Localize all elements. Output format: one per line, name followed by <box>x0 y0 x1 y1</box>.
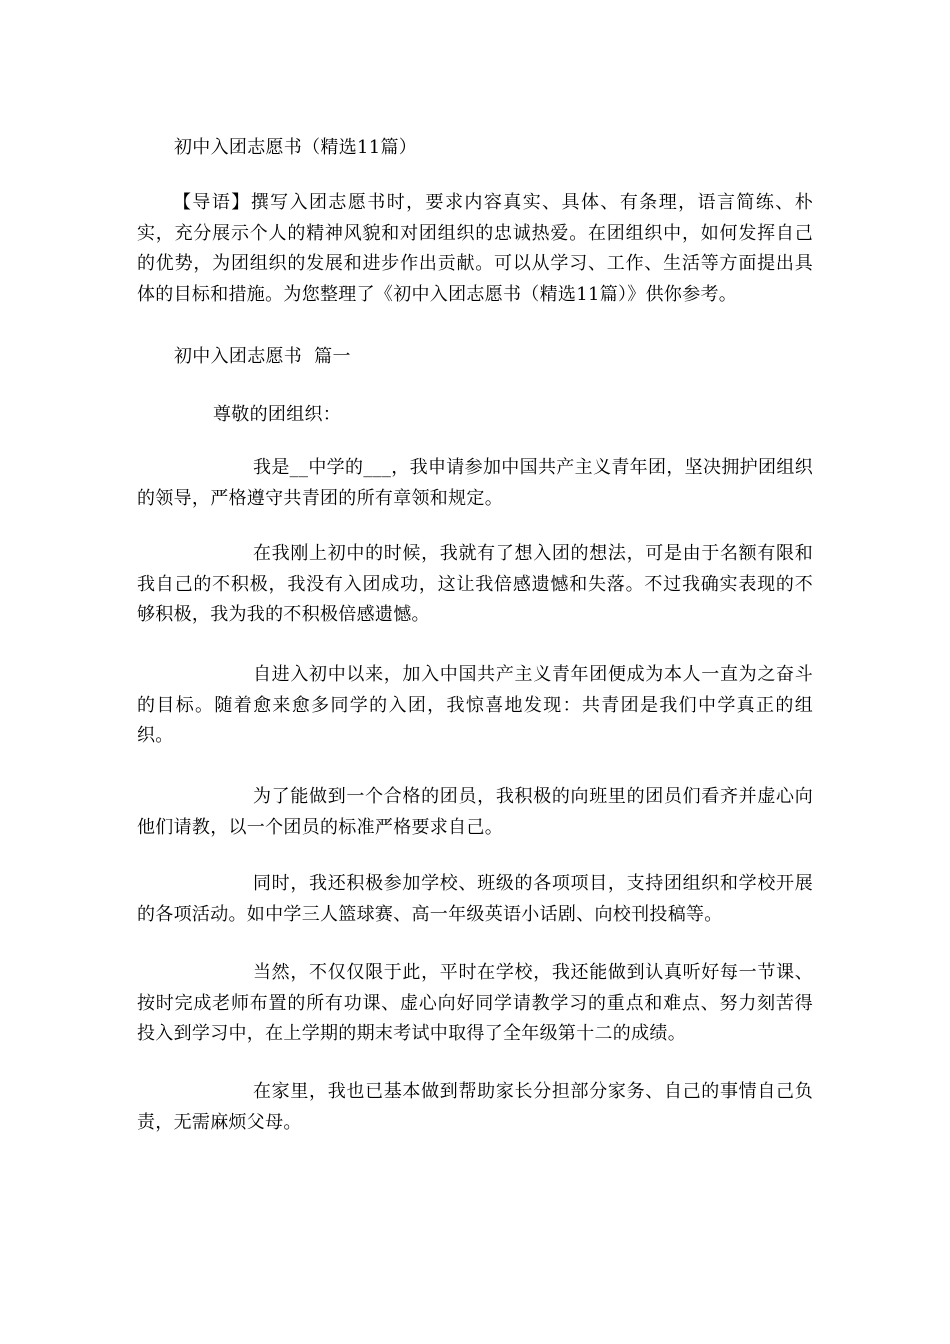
body-paragraph: 我是__中学的___，我申请参加中国共产主义青年团，坚决拥护团组织的领导，严格遵守共青团的所有章领和规定。 <box>137 457 813 509</box>
body-paragraph: 自进入初中以来，加入中国共产主义青年团便成为本人一直为之奋斗的目标。随着愈来愈多同学的入团，我惊喜地发现：共青团是我们中学真正的组织。 <box>137 664 813 746</box>
body-paragraph: 当然，不仅仅限于此，平时在学校，我还能做到认真听好每一节课、按时完成老师布置的所有功课、虚心向好同学请教学习的重点和难点、努力刻苦得投入到学习中，在上学期的期末考试中取得了全年级第十二的成绩。 <box>137 962 813 1044</box>
salutation: 尊敬的团组织： <box>213 404 342 425</box>
section-heading: 初中入团志愿书 篇一 <box>174 346 351 367</box>
intro-paragraph: 【导语】撰写入团志愿书时，要求内容真实、具体、有条理，语言简练、朴实，充分展示个人的精神风貌和对团组织的忠诚热爱。在团组织中，如何发挥自己的优势，为团组织的发展和进步作出贡献。可以从学习、工作、生活等方面提出具体的目标和措施。为您整理了《初中入团志愿书（精选11篇）》供你参考。 <box>137 192 813 305</box>
body-paragraph: 在我刚上初中的时候，我就有了想入团的想法，可是由于名额有限和我自己的不积极，我没有入团成功，这让我倍感遗憾和失落。不过我确实表现的不够积极，我为我的不积极倍感遗憾。 <box>137 543 813 625</box>
body-paragraph: 同时，我还积极参加学校、班级的各项项目，支持团组织和学校开展的各项活动。如中学三人篮球赛、高一年级英语小话剧、向校刊投稿等。 <box>137 873 813 925</box>
body-paragraph: 为了能做到一个合格的团员，我积极的向班里的团员们看齐并虚心向他们请教，以一个团员的标准严格要求自己。 <box>137 786 813 838</box>
document-title: 初中入团志愿书（精选11篇） <box>174 137 418 158</box>
body-paragraph: 在家里，我也已基本做到帮助家长分担部分家务、自己的事情自己负责，无需麻烦父母。 <box>137 1081 813 1133</box>
